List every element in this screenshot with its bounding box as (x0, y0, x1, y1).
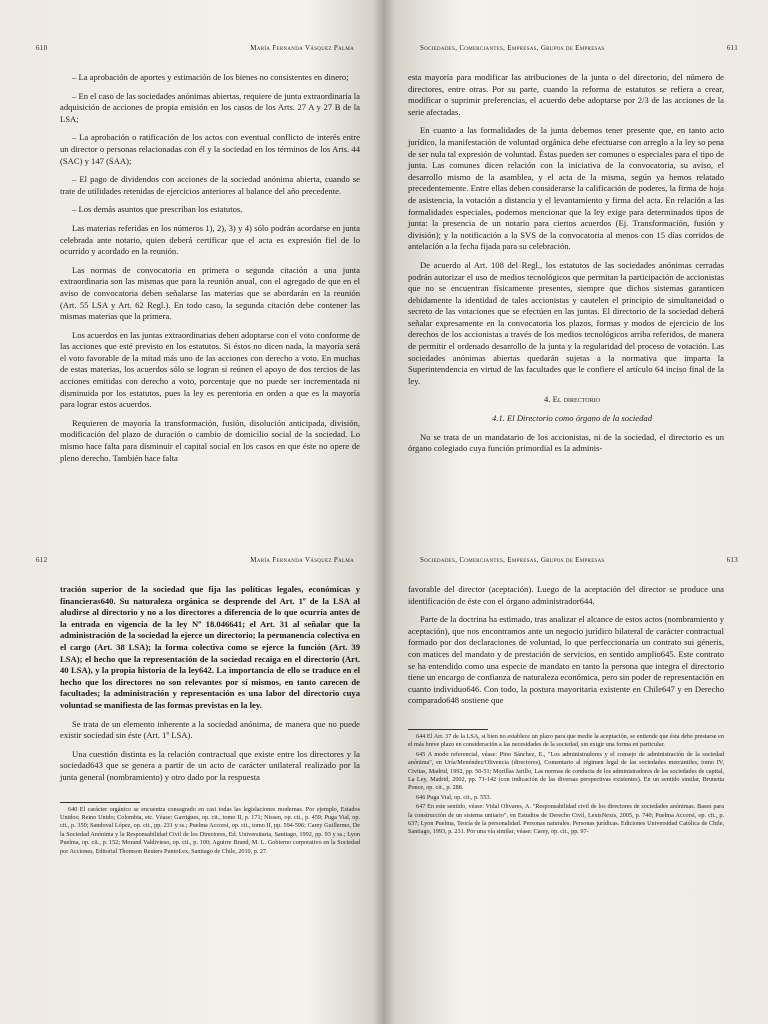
paragraph: favorable del director (aceptación). Luego de la aceptación del director se produce una identificación de éste con el órgano administrador644. (408, 584, 724, 606)
footnote-rule (60, 802, 140, 803)
paragraph: Una cuestión distinta es la relación contractual que existe entre los directores y la sociedad643 que se genera a partir de un acto de carácter unilateral realizado por la junta general (nombramiento) y otro dado por la respuesta (60, 748, 360, 782)
footnotes (408, 729, 724, 837)
page-header (420, 44, 738, 56)
paragraph: No se trata de un mandatario de los accionistas, ni de la sociedad, el directorio es un órgano colegiado cuya función primordial es la adminis- (408, 431, 724, 454)
page-header (36, 44, 354, 56)
running-head: Sociedades, Comerciantes, Empresas, Grupos de Empresas (420, 556, 605, 564)
running-head: Sociedades, Comerciantes, Empresas, Grupos de Empresas (420, 44, 605, 52)
list-item: – Los demás asuntos que prescriban los estatutos. (72, 204, 243, 215)
paragraph: Los acuerdos en las juntas extraordinarias deben adoptarse con el voto conforme de las acciones que esté previsto en los estatutos. Si éstos no dicen nada, la mayoría será el voto favorable de la mitad más uno de las acciones con derecho a voto. En muchas de estas materias, los acuerdos sólo se logran si reúnen el apoyo de dos tercios de las acciones emitidas con derecho a voto, porcentaje que no puede ser incrementada ni disminuida por los estatutos, pues la ley es perentoria en orden a que es la mayoría para lograr estos acuerdos. (60, 329, 360, 410)
footnote: 644 El Art. 37 de la LSA, si bien no establece un plazo para que medie la aceptación, se entiende que ésta debe prestarse en el más breve plazo en consideración a las necesidades de la sociedad, sin exigir una forma en particular. (408, 732, 724, 749)
page-body (408, 72, 724, 502)
page-number: 610 (36, 44, 48, 52)
paragraph: Las materias referidas en los números 1), 2), 3) y 4) sólo podrán acordarse en junta celebrada ante notario, quien deberá certificar que el acta es expresión fiel de lo ocurrido y acordado en la reunión. (60, 222, 360, 257)
paragraph: esta mayoría para modificar las atribuciones de la junta o del directorio, del número de directores, entre otras. Por su parte, cuando la reforma de estatutos se refiera a crear, modificar o suprimir preferencias, el acuerdo debe adoptarse por 2/3 de las acciones de la serie afectadas. (408, 72, 724, 117)
running-head: María Fernanda Vásquez Palma (250, 556, 354, 564)
list-item: – La aprobación de aportes y estimación de los bienes no consistentes en dinero; (72, 72, 349, 82)
page-header (420, 556, 738, 568)
paragraph: Se trata de un elemento inherente a la sociedad anónima, de manera que no puede existir sociedad sin éste (Art. 1º LSA). (60, 718, 360, 741)
footnote-rule (408, 729, 488, 730)
paragraph: Parte de la doctrina ha estimado, tras analizar el alcance de estos actos (nombramiento y aceptación), que nos encontramos ante un negocio jurídico bilateral de carácter contractual formado por dos declaraciones de voluntad, lo que perfeccionaría un contrato sui géneris, con matices del mandato y de prestación de servicios, en sentido amplio645. Este contrato se ha entendido como una especie de mandato en tanto la persona que integra el directorio tiene un encargo de confianza de naturaleza económica, pero sin poder de representación en cuanto individuo646. Con todo, la postura mayoritaria existente en Chile647 y en Derecho comparado648 sostiene que (408, 614, 724, 706)
page-613 (384, 512, 768, 1024)
footnote: 647 En este sentido, véase: Vidal Olivares, A. "Responsabilidad civil de los directores de sociedades anónimas. Bases para la construcción de un sistema unitario", en Estudios de Derecho Civil, LexisNexis, 2005, p. 740; Puelma Accorsi, op. cit., p. 637; Lyon Puelma, Teoría de la personalidad. Personas naturales. Personas jurídicas. Ediciones Universidad Católica de Chile, Santiago, 1993, p. 231. Por una vía similar, véase: Carey, op. cit., pp. 97- (408, 803, 724, 836)
page-number: 612 (36, 556, 48, 564)
paragraph: Requieren de mayoría la transformación, fusión, disolución anticipada, división, modificación del plazo de duración o cambio de domicilio social de la sociedad. Lo mismo hace falta para disminuir el capital social en los casos en que éste no opere de pleno derecho. También hace falta (60, 417, 360, 463)
page-header (36, 556, 354, 568)
running-head: María Fernanda Vásquez Palma (250, 44, 354, 52)
footnote: 646 Puga Vial, op. cit., p. 553. (416, 793, 492, 801)
bottom-spread (0, 512, 768, 1024)
footnote: 645 A modo referencial, véase: Pino Sánchez, E., "Los administradores y el consejo de administración de la sociedad anónima", en Uría/Menéndez/Olivencia (directores), Comentario al régimen legal de las sociedades mercantiles, tomo IV, Civitas, Madrid, 1992, pp. 50-51; Morillas Jarillo, Las normas de conducta de los administradores de las sociedades de capital, La Ley, Madrid, 2002, pp. 71-142 (con indicación de las diversas perspectivas existentes). En un sentido similar, Brunetta Ponce, op. cit., p. 288. (408, 750, 724, 792)
footnote: 640 El carácter orgánico se encuentra consagrado en casi todas las legislaciones modernas. Por ejemplo, Estados Unidos; Reino Unido; Colombia, etc. Véase: Garrigues, op. cit., tomo II, p. 171; Nissen, op. cit., p. 459; Puga Vial, op. cit., p. 350; Sandoval López, op. cit., pp. 231 y ss.; Puelma Accorsi, op. cit., tomo II, pp. 594-596; Carey Guillermo, De la Sociedad Anónima y la Responsabilidad Civil de los Directores, Ed. Universitaria, Santiago, 1992, pp. 93 y ss.; Lyon Puelma, op. cit., p. 152; Morand Valdivieso, op. cit., p. 100; Aguirre Brand, M. L. Gobierno corporativo en la Sociedad por Acciones, Editorial Thomson Reuters PuntoLex, Santiago de Chile, 2010, p. 27. (60, 805, 360, 855)
list-item: – La aprobación o ratificación de los actos con eventual conflicto de interés entre un director o personas relacionadas con él y la sociedad en los términos de los Arts. 44 (SAC) y 147 (SAA); (60, 132, 360, 166)
page-body (408, 584, 724, 1014)
page-612 (0, 512, 384, 1024)
list-item: – El pago de dividendos con acciones de la sociedad anónima abierta, cuando se trate de utilidades retenidas de ejercicios anteriores al balance del año precedente. (60, 174, 360, 196)
page-body (60, 584, 360, 1014)
section-heading: 4. El directorio (544, 394, 600, 405)
list-item: – En el caso de las sociedades anónimas abiertas, requiere de junta extraordinaria la adquisición de acciones de propia emisión en los casos de los Arts. 27 A y 27 B de la LSA; (60, 90, 360, 124)
paragraph: De acuerdo al Art. 108 del Regl., los estatutos de las sociedades anónimas cerradas podrán autorizar el uso de medios tecnológicos que permitan la participación de accionistas que no se encuentran físicamente presentes, siempre que dichos sistemas garanticen debidamente la identidad de tales accionistas y cautelen el principio de simultaneidad o secreto de las votaciones que se efectúen en las juntas. El directorio de la sociedad deberá señalar expresamente en la convocatoria los plazos, formas y modos de ejercicio de los derechos de los accionistas a través de los medios tecnológicos arriba referidos, de manera de permitir el ordenado desarrollo de la junta y la regularidad del proceso de votación. Las sociedades anónimas abiertas quedarán sujetas a la normativa que imparta la Superintendencia en virtud de las facultades que le confiere el artículo 64 inciso final de la ley. (408, 259, 724, 386)
footnotes (60, 802, 360, 856)
page-611 (384, 0, 768, 512)
paragraph: tración superior de la sociedad que fija las políticas legales, económicas y financieras640. Su naturaleza orgánica se desprende del Art. 1º de la LSA al aludirse al directorio y no a los directores a diferencia de lo que ocurría antes de la entrada en vigencia de la ley Nº 18.046641; el Art. 31 al señalar que la administración de la sociedad la ejerce un directorio; la permanencia colectiva en el cargo (Art. 38 LSA); la forma colectiva como se ejerce la función (Art. 39 LSA); el hecho que la representación de la sociedad recaiga en el directorio (Art. 40 LSA), y la propia historia de la ley642. La importancia de ello se traduce en el hecho que los directores no son relevantes por sí mismos, en tanto carecen de facultades; la administración y representación es una labor del directorio cuya voluntad se manifiesta de las formas previstas en la ley. (60, 584, 360, 710)
page-number: 611 (726, 44, 738, 52)
paragraph: En cuanto a las formalidades de la junta debemos tener presente que, en tanto acto jurídico, la manifestación de voluntad orgánica debe efectuarse con arreglo a la ley so pena de ser nula tal expresión de voluntad. Éstas pueden ser comunes o especiales para el tipo de junta. Las comunes dicen relación con la iniciativa de la convocatoria, su aviso, el desarrollo mismo de la asamblea, y el acta de la misma, según ya hemos relatado precedentemente. Entre ellas deben considerarse la calificación de poderes, la firma de hoja de asistencia, la votación a distancia y el levantamiento y firma del acta. En relación a las formalidades especiales, podemos mencionar que la ley exige para determinados tipos de junta: la presencia de un notario para ciertos acuerdos (Ej. Transformación, fusión y división); y la notificación a la SVS de la convocatoria al menos con 15 días corridos de antelación a la fecha fijada para su celebración. (408, 125, 724, 252)
page-body (60, 72, 360, 502)
page-610 (0, 0, 384, 512)
subsection-heading: 4.1. El Directorio como órgano de la sociedad (492, 413, 652, 424)
paragraph: Las normas de convocatoria en primera o segunda citación a una junta extraordinaria son las mismas que para la reunión anual, con el agregado de que en el aviso de convocatoria deben señalarse las materias que se abordarán en la reunión (Art. 55 LSA y Art. 62 Regl.). En todo caso, la segunda citación debe contener las mismas materias que la primera. (60, 264, 360, 322)
page-number: 613 (726, 556, 738, 564)
